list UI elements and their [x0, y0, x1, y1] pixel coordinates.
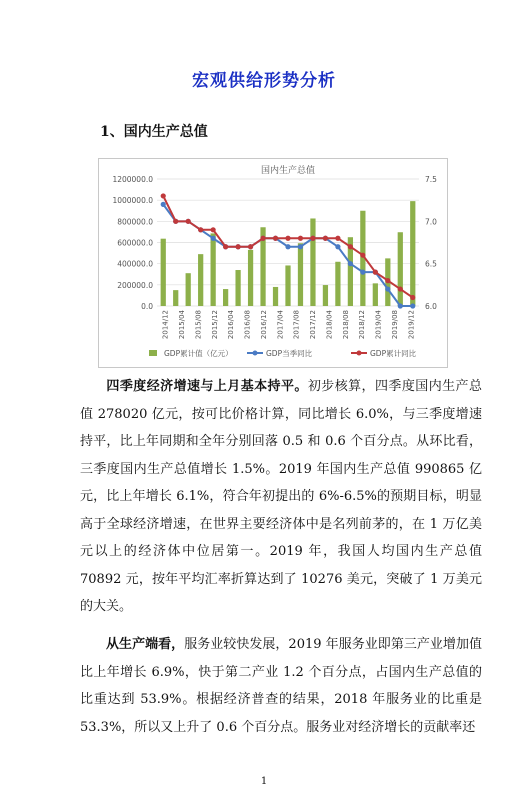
y-right-tick-label: 7.0 [425, 217, 437, 227]
y-left-tick-label: 0.0 [141, 302, 153, 311]
chart-point [223, 244, 228, 249]
chart-bar [398, 232, 403, 306]
x-tick-label: 2019/12 [407, 310, 416, 340]
page-number: 1 [260, 776, 268, 787]
gdp-chart [98, 158, 448, 368]
chart-point [211, 227, 216, 232]
chart-point [248, 244, 253, 249]
legend-swatch-marker [253, 351, 258, 356]
chart-bar [285, 265, 290, 306]
x-tick-label: 2016/04 [227, 310, 236, 340]
y-right-tick-label: 6.0 [425, 302, 437, 311]
x-tick-label: 2015/12 [210, 310, 219, 340]
chart-point [360, 270, 365, 275]
chart-point [285, 244, 290, 249]
x-tick-label: 2018/08 [341, 310, 350, 340]
chart-bar [161, 239, 166, 306]
legend-label: GDP当季同比 [266, 349, 313, 358]
x-tick-label: 2015/08 [194, 310, 203, 340]
paragraph-body: 初步核算，四季度国内生产总值 278020 亿元，按可比价格计算，同比增长 6.0%，与三季度增速持平，比上年同期和全年分别回落 0.5 和 0.6 个百分点。从环比看，三季度国内生产总值增长 1.5%。2019 年国内生产总值 990865 亿元，比上年增长 6.1%，符合年初提出的 6%-6.5%的预期目标，明显高于全球经济增速，在世界主要经济体中是名列前茅的，在 1 万亿美元以上的经济体中位居第一。2019 年，我国人均国内生产总值 70892 元，按年平均汇率折算达到了 10276 美元，突破了 1 万美元的大关。 [80, 379, 482, 614]
paragraph-q4-growth [80, 373, 482, 621]
chart-point [161, 202, 166, 207]
chart-bar [248, 250, 253, 306]
paragraph-lead: 四季度经济增速与上月基本持平。 [106, 379, 308, 394]
y-left-tick-label: 1000000.0 [112, 196, 153, 206]
x-tick-label: 2019/08 [390, 310, 399, 340]
chart-bar [223, 289, 228, 306]
x-tick-label: 2018/04 [325, 310, 334, 340]
chart-bar [235, 270, 240, 306]
y-right-tick-label: 6.5 [425, 259, 437, 269]
chart-point [335, 244, 340, 249]
chart-bar [186, 273, 191, 306]
legend-swatch [149, 350, 157, 356]
paragraph-production-side [80, 631, 482, 741]
x-tick-label: 2017/08 [292, 310, 301, 340]
y-left-tick-label: 600000.0 [117, 238, 153, 248]
gdp-chart-svg [99, 159, 447, 367]
chart-point [285, 236, 290, 241]
x-tick-label: 2019/04 [374, 310, 383, 340]
chart-point [173, 219, 178, 224]
chart-point [298, 244, 303, 249]
section-heading: 1、国内生产总值 [100, 124, 208, 140]
x-tick-label: 2015/04 [178, 310, 187, 340]
chart-point [273, 236, 278, 241]
paragraph-lead: 从生产端看， [106, 637, 185, 652]
y-left-tick-label: 800000.0 [117, 217, 153, 227]
chart-point [348, 261, 353, 266]
chart-bar [173, 290, 178, 306]
chart-bar [211, 233, 216, 306]
chart-bar [373, 283, 378, 306]
chart-bar [310, 218, 315, 306]
y-left-tick-label: 400000.0 [117, 259, 153, 269]
chart-point [410, 295, 415, 300]
paragraph-body: 服务业较快发展，2019 年服务业即第三产业增加值比上年增长 6.9%，快于第二产业 1.2 个百分点，占国内生产总值的比重达到 53.9%。根据经济普查的结果，2018 年服务业的比重是 53.3%，所以又上升了 0.6 个百分点。服务业对经济增长的贡献率还 [80, 637, 482, 735]
chart-point [161, 193, 166, 198]
chart-point [323, 236, 328, 241]
chart-point [260, 236, 265, 241]
chart-title: 国内生产总值 [260, 166, 316, 176]
chart-point [385, 286, 390, 291]
chart-bar [198, 254, 203, 306]
chart-point [360, 253, 365, 258]
chart-point [211, 236, 216, 241]
document-title: 宏观供给形势分析 [192, 71, 336, 91]
chart-point [398, 303, 403, 308]
x-tick-label: 2017/04 [276, 310, 285, 340]
legend-label: GDP累计同比 [370, 349, 417, 358]
chart-point [398, 286, 403, 291]
x-tick-label: 2018/12 [358, 310, 367, 340]
legend-label: GDP累计值（亿元） [164, 349, 233, 358]
y-left-tick-label: 1200000.0 [112, 175, 153, 184]
chart-bar [323, 285, 328, 306]
chart-bar [298, 243, 303, 306]
chart-point [410, 303, 415, 308]
chart-point [373, 270, 378, 275]
x-tick-label: 2014/12 [161, 310, 170, 340]
chart-point [348, 244, 353, 249]
chart-point [198, 227, 203, 232]
chart-point [235, 244, 240, 249]
x-tick-label: 2016/08 [243, 310, 252, 340]
chart-point [335, 236, 340, 241]
chart-point [298, 236, 303, 241]
x-tick-label: 2017/12 [309, 310, 318, 340]
chart-bar [273, 287, 278, 306]
chart-point [385, 278, 390, 283]
chart-bar [335, 262, 340, 306]
y-right-tick-label: 7.5 [425, 175, 437, 184]
x-tick-label: 2016/12 [259, 310, 268, 340]
chart-bar [410, 201, 415, 306]
chart-point [310, 236, 315, 241]
legend-swatch-marker [357, 351, 362, 356]
y-left-tick-label: 200000.0 [117, 280, 153, 290]
chart-point [186, 219, 191, 224]
